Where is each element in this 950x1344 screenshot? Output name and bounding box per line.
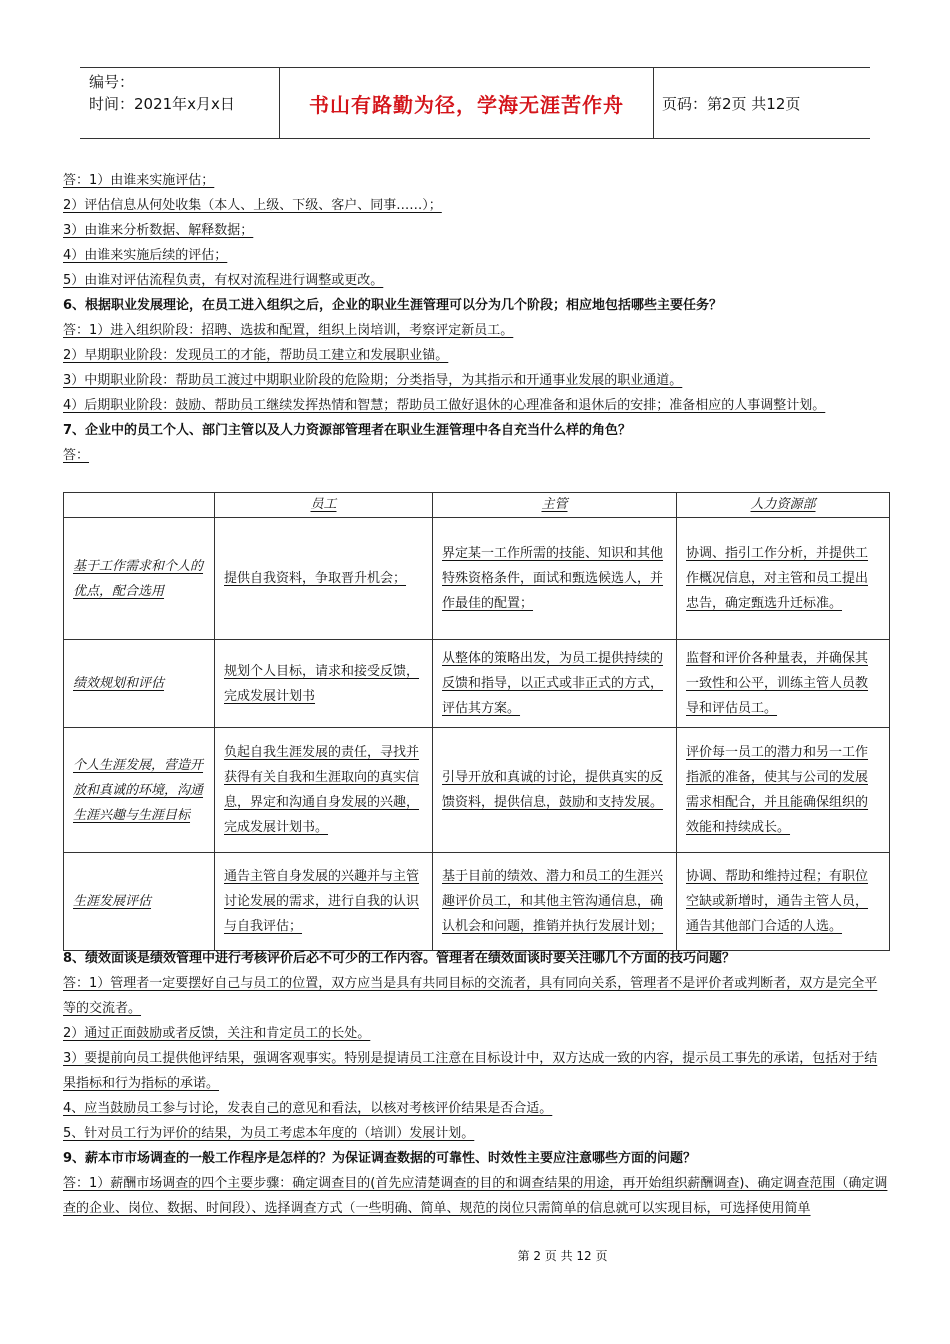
manager-cell: 从整体的策略出发，为员工提供持续的反馈和指导，以正式或非正式的方式，评估其方案。 [433,640,677,728]
header-motto: 书山有路勤为径，学海无涯苦作舟 [280,68,654,138]
document-date-label: 时间：2021年x月x日 [89,95,235,113]
hr-cell: 监督和评价各种量表，并确保其一致性和公平，训练主管人员教导和评估员工。 [677,640,890,728]
manager-cell: 界定某一工作所需的技能、知识和其他特殊资格条件，面试和甄选候选人，并作最佳的配置； [433,518,677,640]
row-label-cell: 个人生涯发展，营造开放和真诚的环境，沟通生涯兴趣与生涯目标 [64,728,215,853]
answer-line: 答：1）管理者一定要摆好自己与员工的位置，双方应当是具有共同目标的交流者，具有同向关系，管理者不是评价者或判断者，双方是完全平等的交流者。 [63,976,878,1016]
question-9: 9、薪本市市场调查的一般工作程序是怎样的？为保证调查数据的可靠性、时效性主要应注意哪些方面的问题？ [63,1151,697,1166]
answer-line: 答：1）由谁来实施评估； [63,173,215,188]
question-8: 8、绩效面谈是绩效管理中进行考核评价后必不可少的工作内容。管理者在绩效面谈时要关注哪几个方面的技巧问题？ [63,951,736,966]
answer-line: 答：1）进入组织阶段：招聘、选拔和配置，组织上岗培训，考察评定新员工。 [63,323,514,338]
header-meta [80,68,280,138]
answer-line: 3）要提前向员工提供他评结果，强调客观事实。特别是提请员工注意在目标设计中，双方达成一致的内容，提示员工事先的承诺，包括对于结果指标和行为指标的承诺。 [63,1051,878,1091]
employee-cell: 提供自我资料，争取晋升机会； [215,518,433,640]
answer-label: 答： [63,448,90,463]
question-6: 6、根据职业发展理论，在员工进入组织之后，企业的职业生涯管理可以分为几个阶段；相应地包括哪些主要任务？ [63,298,723,313]
table-row [64,518,890,640]
answer-line: 5）由谁对评估流程负责，有权对流程进行调整或更改。 [63,273,384,288]
row-label-cell: 绩效规划和评估 [64,640,215,728]
table-row [64,640,890,728]
answer-line: 2）早期职业阶段：发现员工的才能，帮助员工建立和发展职业锚。 [63,348,449,363]
table-header-row [64,493,890,518]
career-roles-table [63,492,890,951]
table-row [64,853,890,951]
hr-cell: 协调、帮助和维持过程；有职位空缺或新增时，通告主管人员，通告其他部门合适的人选。 [677,853,890,951]
table-header-cell [64,493,215,518]
document-number-label: 编号： [89,73,135,91]
answer-line: 3）由谁来分析数据、解释数据； [63,223,254,238]
table-header-cell: 员工 [215,493,433,518]
table-header-cell: 主管 [433,493,677,518]
answer-line: 4、应当鼓励员工参与讨论，发表自己的意见和看法，以核对考核评价结果是否合适。 [63,1101,553,1116]
hr-cell: 评价每一员工的潜力和另一工作指派的准备，使其与公司的发展需求相配合，并且能确保组织的效能和持续成长。 [677,728,890,853]
table-header-cell: 人力资源部 [677,493,890,518]
header-page-number: 页码：第2页 共12页 [662,94,801,113]
row-label-cell: 生涯发展评估 [64,853,215,951]
answer-line: 答：1）薪酬市场调查的四个主要步骤：确定调查目的(首先应清楚调查的目的和调查结果的用途，再开始组织薪酬调查)、确定调查范围（确定调查的企业、岗位、数据、时间段）、选择调查方式（一些明确、简单、规范的岗位只需简单的信息就可以实现目标，可选择使用简单 [63,1176,888,1216]
answer-line: 4）由谁来实施后续的评估； [63,248,228,263]
answer-line: 3）中期职业阶段：帮助员工渡过中期职业阶段的危险期；分类指导，为其指示和开通事业发展的职业通道。 [63,373,683,388]
manager-cell: 引导开放和真诚的讨论，提供真实的反馈资料，提供信息，鼓励和支持发展。 [433,728,677,853]
employee-cell: 通告主管自身发展的兴趣并与主管讨论发展的需求，进行自我的认识与自我评估； [215,853,433,951]
employee-cell: 负起自我生涯发展的责任，寻找并获得有关自我和生涯取向的真实信息，界定和沟通自身发展的兴趣，完成发展计划书。 [215,728,433,853]
table-row [64,728,890,853]
page-header [80,67,870,139]
employee-cell: 规划个人目标，请求和接受反馈，完成发展计划书 [215,640,433,728]
row-label-cell: 基于工作需求和个人的优点，配合选用 [64,518,215,640]
manager-cell: 基于目前的绩效、潜力和员工的生涯兴趣评价员工，和其他主管沟通信息，确认机会和问题，推销并执行发展计划； [433,853,677,951]
answer-line: 4）后期职业阶段：鼓励、帮助员工继续发挥热情和智慧；帮助员工做好退休的心理准备和退休后的安排；准备相应的人事调整计划。 [63,398,826,413]
page-footer: 第 2 页 共 12 页 [517,1249,608,1263]
hr-cell: 协调、指引工作分析，并提供工作概况信息，对主管和员工提出忠告，确定甄选升迁标准。 [677,518,890,640]
answer-line: 2）评估信息从何处收集（本人、上级、下级、客户、同事……）； [63,198,442,213]
lower-content [63,946,888,1221]
answer-line: 2）通过正面鼓励或者反馈，关注和肯定员工的长处。 [63,1026,371,1041]
main-content [63,168,888,468]
question-7: 7、企业中的员工个人、部门主管以及人力资源部管理者在职业生涯管理中各自充当什么样的角色？ [63,423,632,438]
answer-line: 5、针对员工行为评价的结果，为员工考虑本年度的（培训）发展计划。 [63,1126,475,1141]
